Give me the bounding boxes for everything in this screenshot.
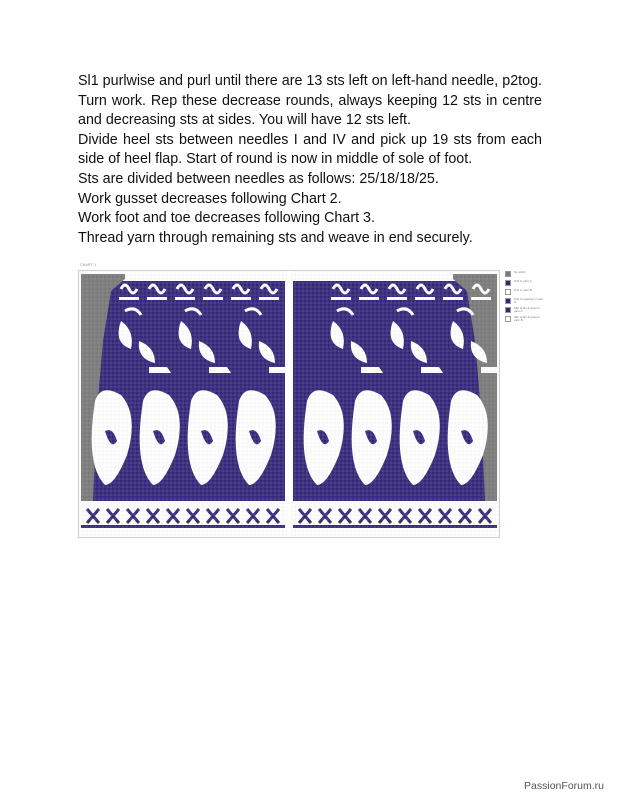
legend-item [505, 271, 545, 277]
scroll-bar [231, 297, 251, 300]
knitting-chart [78, 270, 500, 538]
instruction-line: Divide heel sts between needles I and IV and pick up 19 sts from each side of heel flap. Start of round is now in middle of sole of foot. [78, 131, 542, 168]
chart-grid [79, 271, 499, 537]
legend-swatch [505, 298, 511, 304]
instruction-line: Sl1 purlwise and purl until there are 13 sts left on left-hand needle, p2tog. Turn work. Rep these decrease rounds, always keeping 12 sts in centre and decreasing sts at sides. You will have 12 sts left. [78, 73, 542, 129]
legend-label: Slip st kl1 & pass in yarn B [514, 315, 541, 323]
scroll-bar [119, 297, 139, 300]
legend-swatch [505, 280, 511, 286]
instruction-line: Sts are divided between needles as follows: 25/18/18/25. [78, 170, 439, 187]
legend-item [505, 289, 545, 295]
legend-swatch [505, 289, 511, 295]
legend-label: Knit in yarn A [514, 279, 532, 283]
legend-label: Knit in yarn B [514, 288, 532, 292]
pattern-instructions [78, 72, 542, 248]
scroll-bar [387, 297, 407, 300]
leaf-tip [481, 367, 499, 373]
legend-item [505, 307, 545, 313]
instruction-line: Work foot and toe decreases following Chart 3. [78, 210, 375, 227]
instruction-line: Thread yarn through remaining sts and weave in end securely. [78, 229, 473, 246]
scroll-bar [443, 297, 463, 300]
scroll-bar [415, 297, 435, 300]
chart-caption: CHART 1 [80, 263, 97, 267]
scroll-bar [147, 297, 167, 300]
legend-swatch [505, 316, 511, 322]
legend-item [505, 280, 545, 286]
scroll-bar [471, 297, 491, 300]
instruction-line: Work gusset decreases following Chart 2. [78, 190, 342, 207]
panel-divider [287, 271, 291, 537]
legend-label: Knit 2 together in yarn A [514, 297, 544, 305]
watermark: PassionForum.ru [524, 780, 604, 792]
legend-swatch [505, 271, 511, 277]
legend-item [505, 316, 545, 322]
legend-label: No stitch [514, 270, 526, 274]
chart-legend [505, 271, 545, 325]
scroll-bar [175, 297, 195, 300]
scroll-bar [259, 297, 279, 300]
scroll-bar [331, 297, 351, 300]
legend-swatch [505, 307, 511, 313]
scroll-bar [359, 297, 379, 300]
legend-item [505, 298, 545, 304]
scroll-bar [203, 297, 223, 300]
legend-label: Slip st kl1 & pass in yarn A [514, 306, 541, 314]
